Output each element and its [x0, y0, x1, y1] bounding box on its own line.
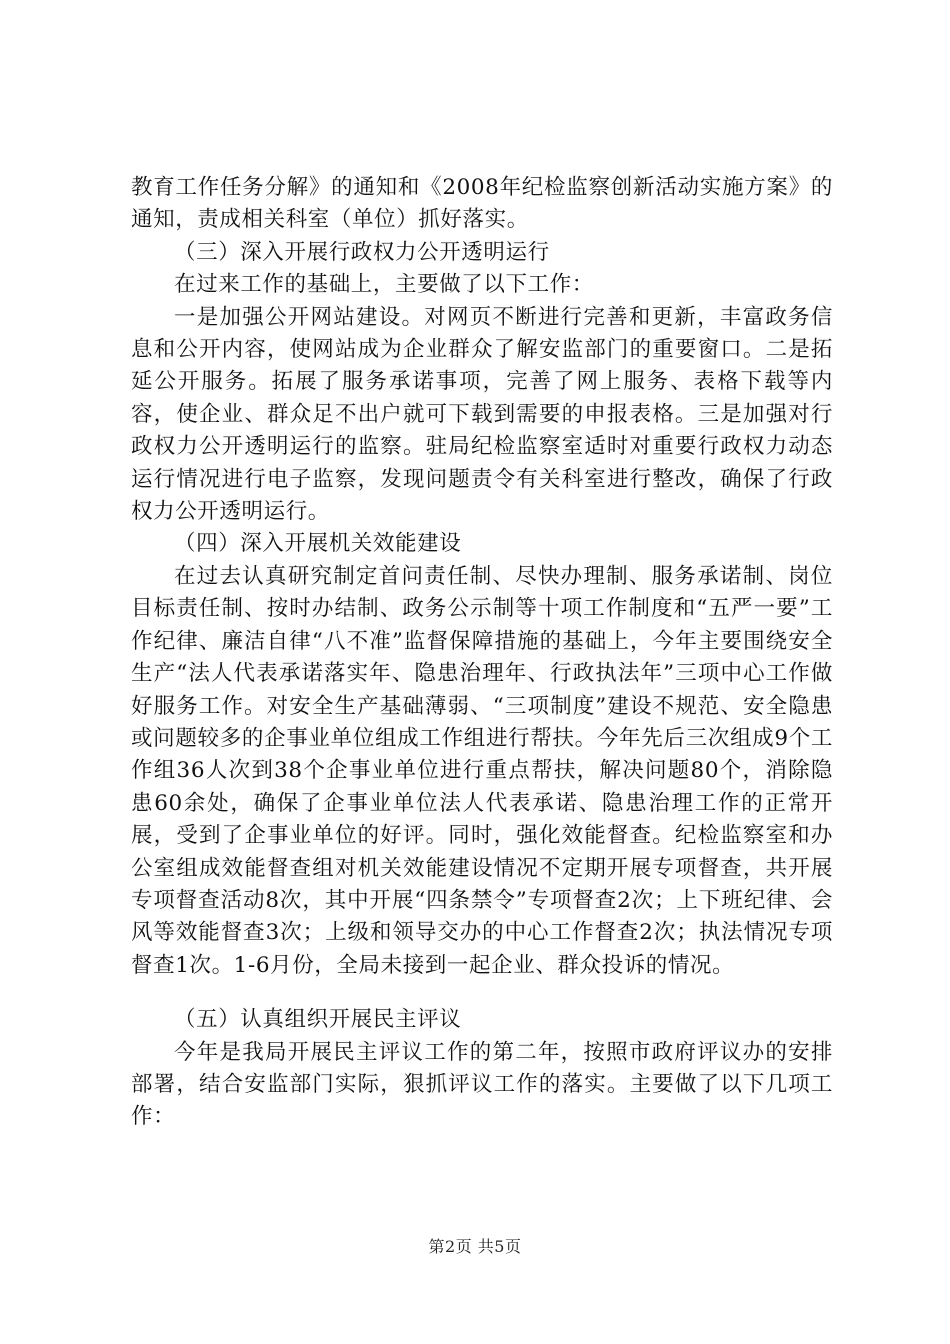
paragraph-website: 一是加强公开网站建设。对网页不断进行完善和更新，丰富政务信息和公开内容，使网站成为企业群众了解安监部门的重要窗口。二是拓延公开服务。拓展了服务承诺事项，完善了网上服务、表格下载等内容，使企业、群众足不出户就可下载到需要的申报表格。三是加强对行政权力公开透明运行的监察。驻局纪检监察室适时对重要行政权力动态运行情况进行电子监察，发现问题责令有关科室进行整改，确保了行政权力公开透明运行。	[131, 304, 833, 525]
paragraph-intro: 在过来工作的基础上，主要做了以下工作：	[174, 272, 594, 298]
paragraph-review: 今年是我局开展民主评议工作的第二年，按照市政府评议办的安排部署，结合安监部门实际，狠抓评议工作的落实。主要做了以下几项工作：	[131, 1039, 833, 1130]
paragraph-gap	[131, 982, 833, 1004]
page-number-footer: 第2页 共5页	[428, 1237, 522, 1256]
paragraph-continuation: 教育工作任务分解》的通知和《2008年纪检监察创新活动实施方案》的通知，责成相关科室（单位）抓好落实。	[131, 175, 833, 233]
section-heading-3: （三）深入开展行政权力公开透明运行	[174, 239, 550, 265]
paragraph-efficiency: 在过去认真研究制定首问责任制、尽快办理制、服务承诺制、岗位目标责任制、按时办结制、政务公示制等十项工作制度和“五严一要”工作纪律、廉洁自律“八不准”监督保障措施的基础上，今年主要围绕安全生产“法人代表承诺落实年、隐患治理年、行政执法年”三项中心工作做好服务工作。对安全生产基础薄弱、“三项制度”建设不规范、安全隐患或问题较多的企事业单位组成工作组进行帮扶。今年先后三次组成9个工作组36人次到38个企事业单位进行重点帮扶，解决问题80个，消除隐患60余处，确保了企事业单位法人代表承诺、隐患治理工作的正常开展，受到了企事业单位的好评。同时，强化效能督查。纪检监察室和办公室组成效能督查组对机关效能建设情况不定期开展专项督查，共开展专项督查活动8次，其中开展“四条禁令”专项督查2次；上下班纪律、会风等效能督查3次；上级和领导交办的中心工作督查2次；执法情况专项督查1次。1-6月份，全局未接到一起企业、群众投诉的情况。	[131, 563, 833, 978]
section-heading-5: （五）认真组织开展民主评议	[174, 1007, 462, 1033]
document-body	[131, 172, 833, 1134]
section-heading-4: （四）深入开展机关效能建设	[174, 531, 462, 557]
